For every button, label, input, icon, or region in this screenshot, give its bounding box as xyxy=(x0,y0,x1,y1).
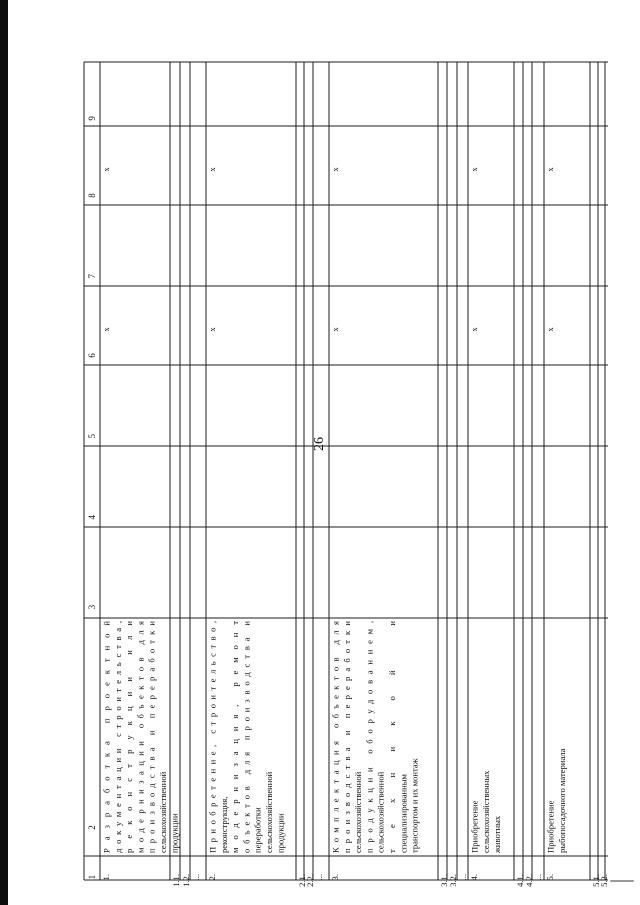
row-number: 5. xyxy=(545,874,555,881)
row-description-line: сельскохозяйственных xyxy=(480,770,491,853)
header-col-4: 4 xyxy=(87,515,97,520)
row-description-line: Приобретение, строительство, xyxy=(207,621,218,853)
cell-mark-col-8: x xyxy=(545,167,555,172)
header-col-3: 3 xyxy=(87,604,97,610)
row-description-line: переработки xyxy=(252,807,263,853)
row-number: ... xyxy=(191,874,201,881)
row-number: ... xyxy=(533,874,543,881)
row-number: 3.2. xyxy=(448,874,458,887)
row-description-line: сельскохозяйственной xyxy=(375,771,386,853)
row-description-line: техникой и xyxy=(387,621,397,853)
row-description-line: Приобретение xyxy=(469,800,480,853)
row-description-line: реконструкция, xyxy=(218,796,229,853)
row-description-line: сельскохозяйственной xyxy=(264,771,274,853)
cell-mark-col-6: x xyxy=(101,327,111,332)
cell-mark-col-8: x xyxy=(207,167,217,172)
header-col-9: 9 xyxy=(87,116,97,121)
row-description-line: модернизации объектов для xyxy=(135,621,146,853)
page-number: 26 xyxy=(312,437,327,451)
row-number: ... xyxy=(314,874,324,881)
row-description-line: производства и переработки xyxy=(146,621,157,853)
row-description-line: Приобретение xyxy=(545,800,556,853)
cell-mark-col-6: x xyxy=(469,327,479,332)
row-description-line: Разработка проектной xyxy=(101,621,112,853)
row-number: 4.2. xyxy=(524,874,534,887)
row-description-line: объектов для производства и xyxy=(241,621,252,853)
row-description-line: рыбопосадочного материала xyxy=(556,748,567,853)
cell-mark-col-8: x xyxy=(469,167,479,172)
row-number: 5.1. xyxy=(591,874,601,887)
header-col-7: 7 xyxy=(87,274,97,279)
row-number: 3. xyxy=(330,874,340,881)
cell-mark-col-6: x xyxy=(545,327,555,332)
row-number: 3.1. xyxy=(439,874,449,887)
row-description-line: сельскохозяйственной xyxy=(158,771,168,853)
header-col-5: 5 xyxy=(87,434,97,439)
row-number: ... xyxy=(458,874,468,881)
row-description-line: производства и переработки xyxy=(341,621,352,853)
cell-mark-col-8: x xyxy=(101,167,111,172)
cell-mark-col-6: x xyxy=(207,327,217,332)
row-number: 4. xyxy=(469,874,479,881)
row-description-line: Комплектация объектов для xyxy=(330,621,341,853)
row-description-line: животных xyxy=(492,815,503,853)
row-number: 4.1. xyxy=(515,874,525,887)
row-description-line: продукции xyxy=(169,813,180,853)
cell-mark-col-6: x xyxy=(330,327,340,332)
row-number: 2. xyxy=(207,874,217,881)
row-number: 2.1. xyxy=(297,874,307,887)
header-col-1: 1 xyxy=(87,874,97,880)
row-description-line: модернизация, ремонт xyxy=(230,621,241,853)
row-number: 2.2. xyxy=(305,874,315,887)
header-col-6: 6 xyxy=(87,353,97,358)
row-number: 1.1. xyxy=(171,874,181,887)
header-col-8: 8 xyxy=(87,193,97,198)
row-number: 5.2. xyxy=(599,874,609,887)
header-col-2: 2 xyxy=(87,825,97,830)
row-description-line: сельскохозяйственной xyxy=(353,771,364,853)
row-number: 1.2. xyxy=(181,874,191,887)
row-number: 1. xyxy=(101,874,111,881)
row-description-line: специализированным xyxy=(398,774,409,853)
row-description-line: продукции xyxy=(275,813,286,853)
row-description-line: транспортом и их монтаж xyxy=(409,758,420,853)
row-description-line: документации строительства, xyxy=(112,620,123,853)
scan-artifact xyxy=(610,880,634,882)
row-description-line: продукции оборудованием, xyxy=(364,621,375,853)
row-description-line: реконструкции или xyxy=(124,621,135,853)
cell-mark-col-8: x xyxy=(330,167,340,172)
